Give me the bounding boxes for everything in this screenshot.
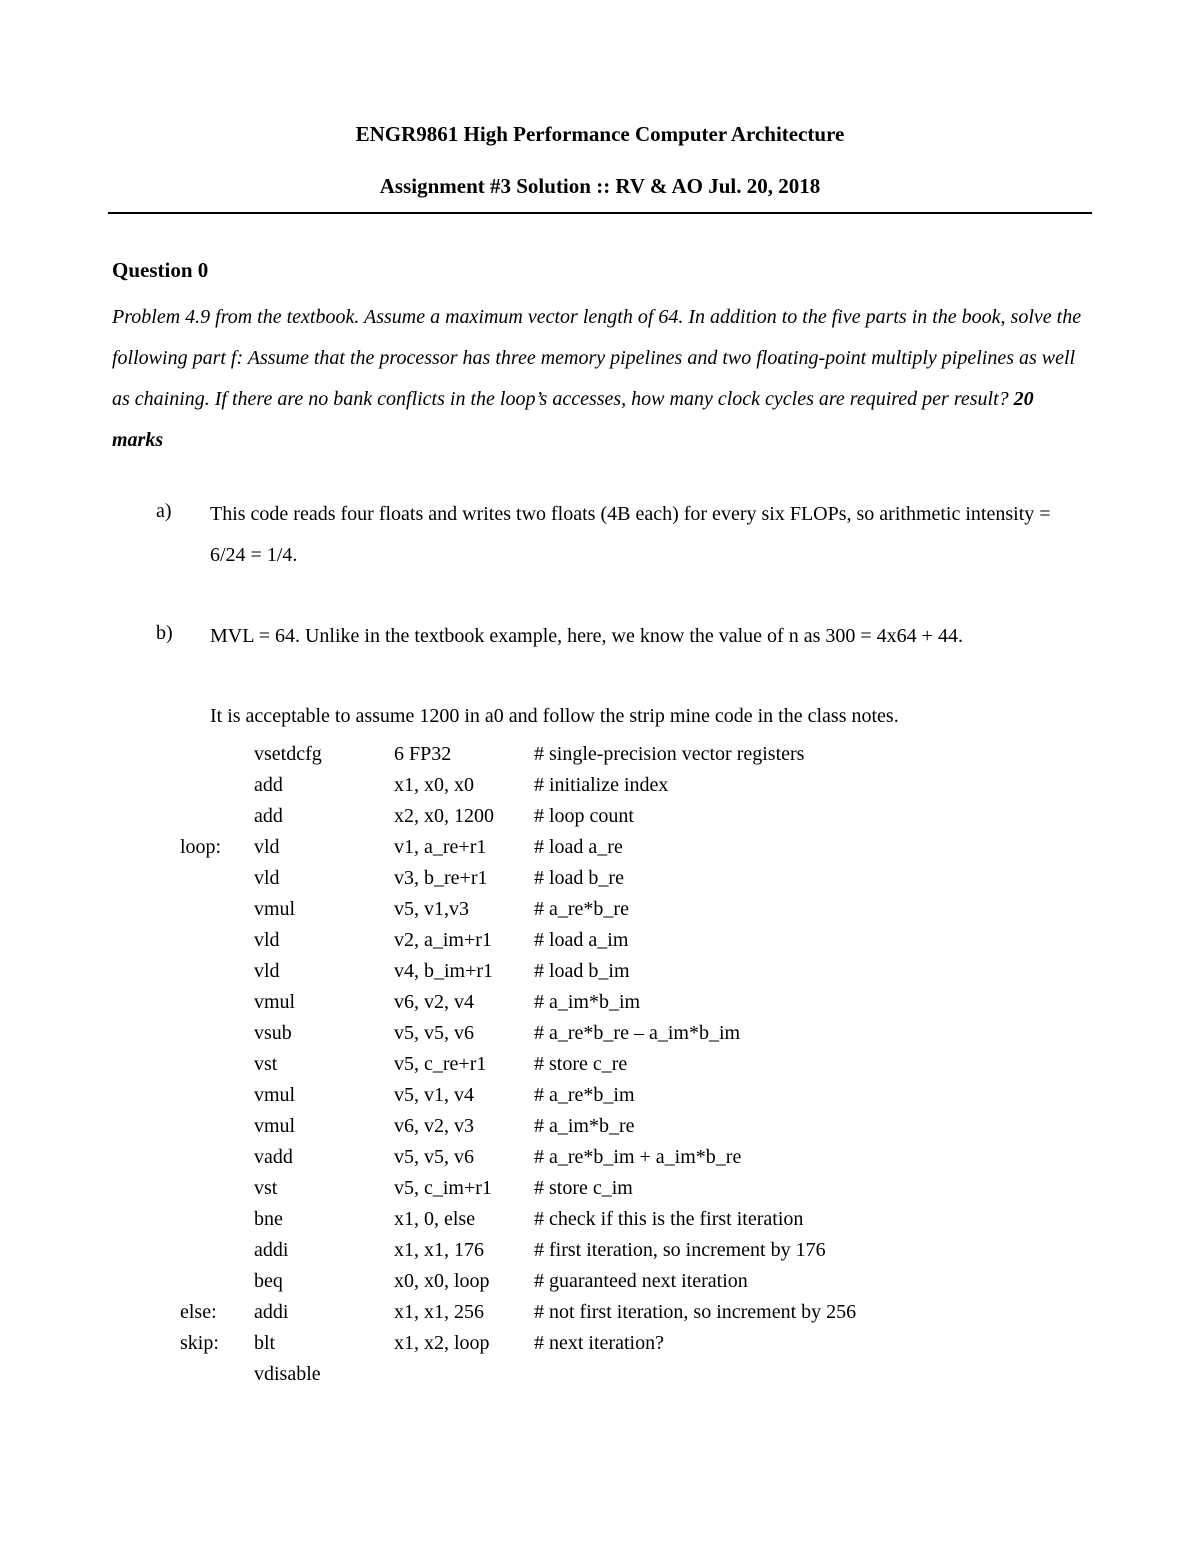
- header-divider: [108, 212, 1092, 214]
- code-opcode: vld: [254, 929, 280, 951]
- code-opcode: vmul: [254, 1084, 296, 1106]
- code-line: [0, 1363, 1200, 1394]
- code-label: else:: [180, 1301, 217, 1323]
- code-operands: v5, v5, v6: [394, 1022, 474, 1044]
- code-label: loop:: [180, 836, 222, 858]
- code-opcode: vmul: [254, 1115, 296, 1137]
- code-line: [0, 867, 1200, 898]
- document-title: ENGR9861 High Performance Computer Architecture: [355, 122, 845, 146]
- assignment-subtitle: Assignment #3 Solution :: RV & AO Jul. 20, 2018: [379, 174, 821, 198]
- code-opcode: bne: [254, 1208, 283, 1230]
- code-opcode: vmul: [254, 898, 296, 920]
- code-operands: v5, v1, v4: [394, 1084, 474, 1106]
- code-operands: v4, b_im+r1: [394, 960, 494, 982]
- code-opcode: vsetdcfg: [254, 743, 322, 765]
- code-opcode: vsub: [254, 1022, 292, 1044]
- code-line: [0, 1332, 1200, 1363]
- code-comment: # initialize index: [534, 774, 669, 796]
- code-comment: # load a_im: [534, 929, 629, 951]
- code-comment: # guaranteed next iteration: [534, 1270, 748, 1292]
- code-opcode: addi: [254, 1301, 289, 1323]
- code-opcode: vld: [254, 867, 280, 889]
- code-operands: v3, b_re+r1: [394, 867, 488, 889]
- problem-text: Problem 4.9 from the textbook. Assume a maximum vector length of 64. In addition to the five parts in the book, solve the following part f: Assume that the processor has three memory pipelines and two floating-point multiply pipelines as well as chaining. If there are no bank conflicts in the loop’s accesses, how many clock cycles are required per result?: [112, 306, 1082, 410]
- code-comment: # a_im*b_im: [534, 991, 641, 1013]
- code-line: [0, 836, 1200, 867]
- code-opcode: add: [254, 774, 283, 796]
- code-opcode: vst: [254, 1053, 278, 1075]
- code-operands: v5, v5, v6: [394, 1146, 474, 1168]
- code-comment: # a_re*b_im: [534, 1084, 635, 1106]
- code-operands: x2, x0, 1200: [394, 805, 494, 827]
- code-operands: v6, v2, v3: [394, 1115, 474, 1137]
- code-line: [0, 1177, 1200, 1208]
- code-line: [0, 1022, 1200, 1053]
- code-line: [0, 774, 1200, 805]
- code-operands: v5, c_re+r1: [394, 1053, 487, 1075]
- part-b-text: MVL = 64. Unlike in the textbook example, here, we know the value of n as 300 = 4x64 + 44.: [210, 625, 963, 647]
- code-line: [0, 1301, 1200, 1332]
- code-line: [0, 898, 1200, 929]
- code-operands: v2, a_im+r1: [394, 929, 492, 951]
- code-opcode: vld: [254, 960, 280, 982]
- code-comment: # a_re*b_re – a_im*b_im: [534, 1022, 741, 1044]
- code-comment: # loop count: [534, 805, 634, 827]
- code-line: [0, 1270, 1200, 1301]
- code-operands: x1, x2, loop: [394, 1332, 490, 1354]
- code-line: [0, 1053, 1200, 1084]
- code-line: [0, 929, 1200, 960]
- code-line: [0, 1084, 1200, 1115]
- code-operands: v1, a_re+r1: [394, 836, 487, 858]
- code-opcode: add: [254, 805, 283, 827]
- code-opcode: vst: [254, 1177, 278, 1199]
- code-operands: x1, x0, x0: [394, 774, 474, 796]
- code-comment: # first iteration, so increment by 176: [534, 1239, 826, 1261]
- code-line: [0, 1146, 1200, 1177]
- code-comment: # load b_im: [534, 960, 630, 982]
- code-opcode: vmul: [254, 991, 296, 1013]
- part-b-note: It is acceptable to assume 1200 in a0 and follow the strip mine code in the class notes.: [210, 705, 899, 727]
- code-operands: x1, x1, 176: [394, 1239, 484, 1261]
- code-line: [0, 991, 1200, 1022]
- question-heading: Question 0: [112, 258, 209, 282]
- code-operands: v5, c_im+r1: [394, 1177, 492, 1199]
- code-comment: # a_re*b_im + a_im*b_re: [534, 1146, 742, 1168]
- code-comment: # a_im*b_re: [534, 1115, 635, 1137]
- code-line: [0, 960, 1200, 991]
- code-line: [0, 1115, 1200, 1146]
- code-comment: # single-precision vector registers: [534, 743, 805, 765]
- part-a-label: a): [156, 500, 172, 522]
- code-comment: # check if this is the first iteration: [534, 1208, 804, 1230]
- code-operands: v6, v2, v4: [394, 991, 474, 1013]
- code-operands: x1, 0, else: [394, 1208, 476, 1230]
- code-line: [0, 1208, 1200, 1239]
- code-opcode: blt: [254, 1332, 276, 1354]
- code-line: [0, 743, 1200, 774]
- code-operands: 6 FP32: [394, 743, 452, 765]
- code-line: [0, 805, 1200, 836]
- code-opcode: addi: [254, 1239, 289, 1261]
- part-b-label: b): [156, 622, 173, 644]
- code-comment: # not first iteration, so increment by 256: [534, 1301, 857, 1323]
- code-comment: # load a_re: [534, 836, 623, 858]
- code-comment: # a_re*b_re: [534, 898, 629, 920]
- code-operands: x0, x0, loop: [394, 1270, 490, 1292]
- code-operands: x1, x1, 256: [394, 1301, 484, 1323]
- code-line: [0, 1239, 1200, 1270]
- code-comment: # next iteration?: [534, 1332, 664, 1354]
- code-opcode: beq: [254, 1270, 283, 1292]
- code-operands: v5, v1,v3: [394, 898, 469, 920]
- code-opcode: vld: [254, 836, 280, 858]
- problem-statement: [112, 297, 1087, 461]
- code-comment: # store c_re: [534, 1053, 628, 1075]
- code-label: skip:: [180, 1332, 219, 1354]
- code-opcode: vdisable: [254, 1363, 321, 1385]
- code-comment: # load b_re: [534, 867, 624, 889]
- code-opcode: vadd: [254, 1146, 293, 1168]
- marks-label: 20 marks: [112, 388, 1034, 451]
- part-a-text: This code reads four floats and writes two floats (4B each) for every six FLOPs, so arithmetic intensity = 6/24 = 1/4.: [210, 503, 1051, 566]
- code-comment: # store c_im: [534, 1177, 633, 1199]
